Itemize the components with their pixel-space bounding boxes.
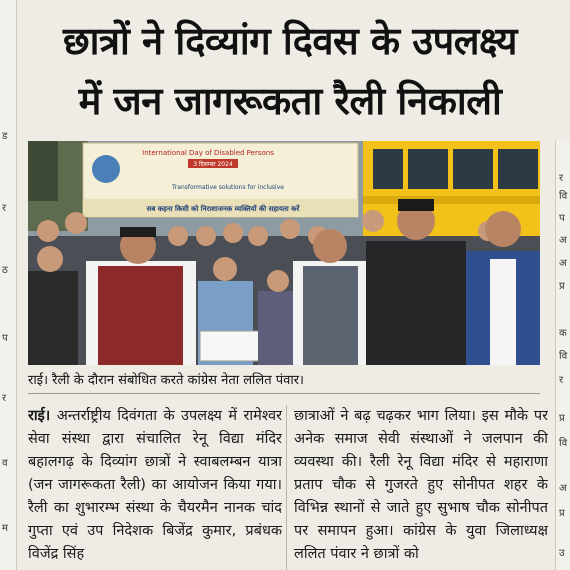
dateline: राई। bbox=[28, 408, 51, 424]
edge-char: ड bbox=[2, 131, 8, 142]
news-photo bbox=[28, 141, 540, 365]
banner-text-4: सब कहना किसी को निराशाजनक व्यक्तियों की सहायता करें bbox=[146, 205, 300, 213]
edge-char: प bbox=[559, 213, 565, 224]
edge-char: वि bbox=[559, 351, 568, 362]
article-text-right: छात्राओं ने बढ़ चढ़कर भाग लिया। इस मौके पर अनेक समाज सेवी संस्थाओं ने जलपान की व्यवस्था की। रैली रेनू विद्या मंदिर से महाराणा प्रताप चौक से गुजरते हुए सोनीपत शहर के विभिन्न स्थानों से जाते हुए सुभाष चौक सोनीपत पर समापन हुआ। कांग्रेस के युवा जिलाध्यक्ष ललित पंवार ने छात्रों को bbox=[294, 408, 548, 562]
edge-char: अ bbox=[559, 258, 567, 269]
edge-char: वि bbox=[559, 438, 568, 449]
photo-caption: राई। रैली के दौरान संबोधित करते कांग्रेस नेता ललित पंवार। bbox=[28, 369, 540, 394]
edge-char: ठ bbox=[2, 265, 8, 276]
adjacent-column-right bbox=[555, 140, 570, 570]
edge-char: क bbox=[559, 328, 567, 339]
article-text-left: अन्तर्राष्ट्रीय दिवंगता के उपलक्ष्य में रामेश्वर सेवा संस्था द्वारा संचालित रेनू विद्या मंदिर बहालगढ़ के दिव्यांग छात्रों ने स्वाबलम्बन यात्रा (जन जागरूकता रैली) का आयोजन किया गया। रैली का शुभारम्भ संस्था के चैयरमैन नानक चांद गुप्ता एवं उप निदेशक बिजेंद्र कुमार, प्रबंधक विजेंद्र सिंह bbox=[28, 408, 282, 562]
edge-char: प्र bbox=[559, 508, 565, 519]
edge-char: र bbox=[559, 375, 564, 386]
edge-char: उ bbox=[559, 548, 565, 559]
banner-text-3: Transformative solutions for inclusive bbox=[172, 184, 284, 191]
headline bbox=[26, 6, 554, 136]
banner-text-1: International Day of Disabled Persons bbox=[142, 149, 274, 157]
edge-char: र bbox=[559, 173, 564, 184]
edge-char: र bbox=[2, 203, 7, 214]
edge-char: म bbox=[2, 523, 8, 534]
banner-text-2: 3 दिसम्बर 2024 bbox=[193, 161, 233, 168]
article-column-2 bbox=[294, 405, 548, 570]
column-divider bbox=[286, 405, 287, 570]
edge-char: वि bbox=[559, 191, 568, 202]
adjacent-column-left bbox=[0, 0, 17, 570]
edge-char: अ bbox=[559, 235, 567, 246]
edge-char: व bbox=[2, 458, 8, 469]
edge-char: प्र bbox=[559, 281, 565, 292]
edge-char: प bbox=[2, 333, 8, 344]
article-column-1 bbox=[28, 405, 282, 570]
edge-char: प्र bbox=[559, 413, 565, 424]
rally-photo-illustration bbox=[28, 141, 540, 365]
headline-line-2: में जन जागरूकता रैली निकाली bbox=[78, 79, 502, 123]
headline-line-1: छात्रों ने दिव्यांग दिवस के उपलक्ष्य bbox=[63, 19, 517, 63]
rally-banner bbox=[83, 143, 358, 217]
edge-char: अ bbox=[559, 483, 567, 494]
edge-char: र bbox=[2, 393, 7, 404]
